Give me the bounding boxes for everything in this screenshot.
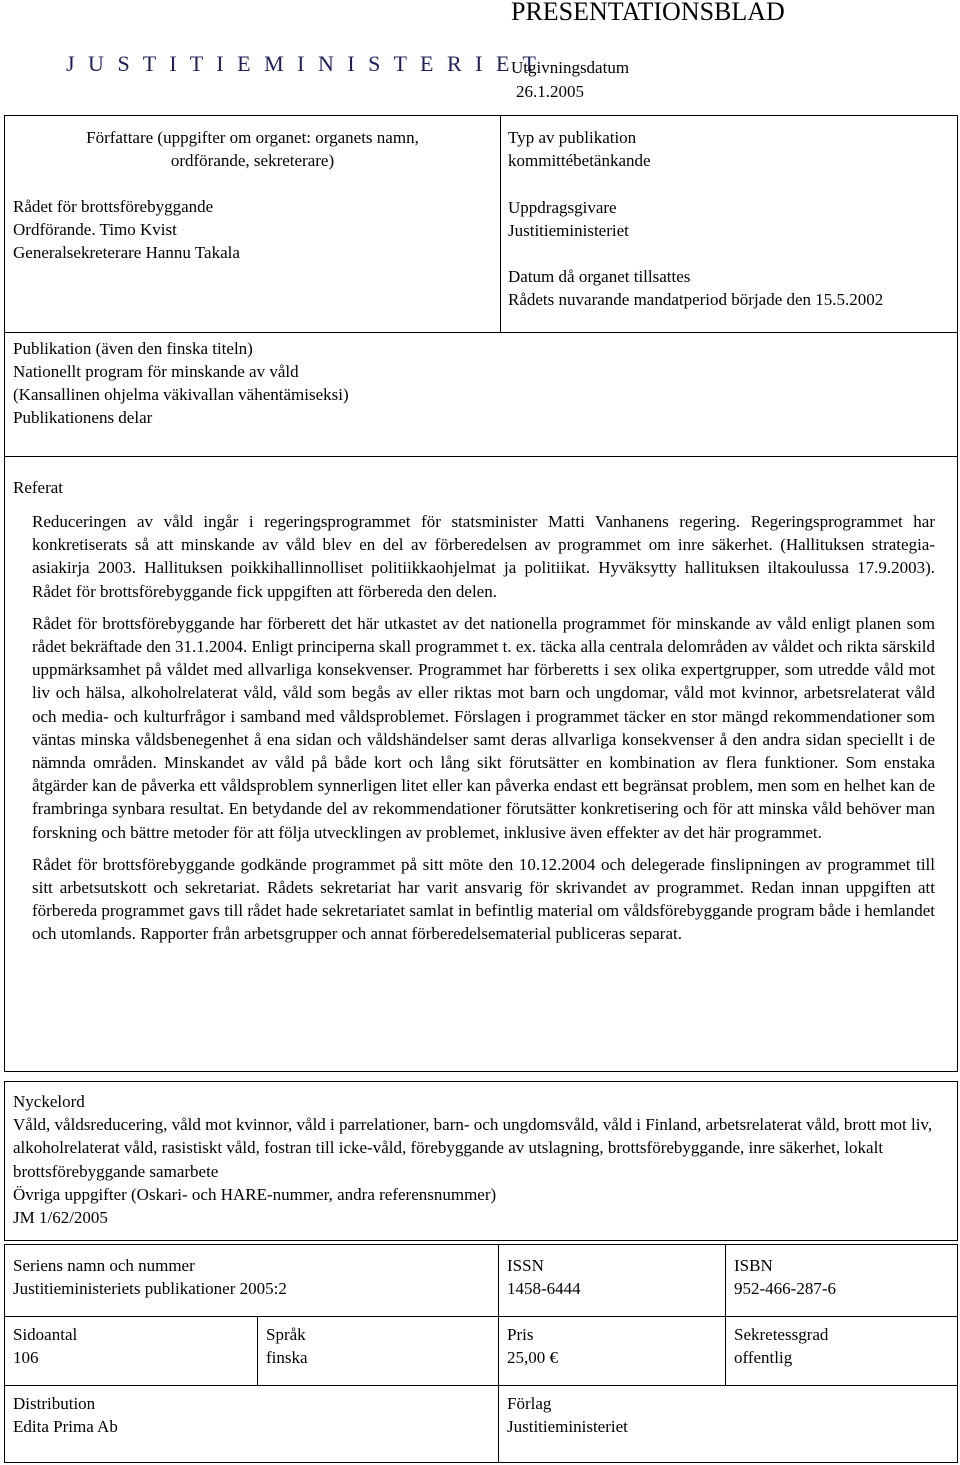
series-label: Seriens namn och nummer [13, 1256, 195, 1275]
language-label: Språk [266, 1325, 306, 1344]
ministry-name: J U S T I T I E M I N I S T E R I E T [66, 51, 540, 76]
price-label: Pris [507, 1325, 534, 1344]
publication-title-sv: Nationellt program för minskande av våld [13, 362, 299, 381]
publication-title-fi: (Kansallinen ohjelma väkivallan vähentämiseksi) [13, 385, 349, 404]
release-date: 26.1.2005 [516, 82, 584, 101]
appointed-value: Rådets nuvarande mandatperiod började den 15.5.2002 [508, 290, 884, 309]
pub-type-label: Typ av publikation [508, 128, 637, 147]
other-info-label: Övriga uppgifter (Oskari- och HARE-nummer, andra referensnummer) [13, 1184, 497, 1204]
price-value: 25,00 € [507, 1348, 558, 1367]
document-title: PRESENTATIONSBLAD [511, 0, 785, 26]
keywords-section [13, 1090, 943, 1229]
pages-value: 106 [13, 1348, 39, 1367]
issn-label: ISSN [507, 1256, 544, 1275]
isbn-value: 952-466-287-6 [734, 1279, 836, 1298]
grid-divider [498, 1244, 499, 1463]
keywords-label: Nyckelord [13, 1092, 85, 1111]
author-label-line2: ordförande, sekreterare) [170, 151, 335, 170]
keywords-text: Våld, våldsreducering, våld mot kvinnor, våld i parrelationer, barn- och ungdomsvåld, våld i Finland, arbetsrelaterat våld, brott mot liv, alkoholrelaterat våld, rasistiskt våld, fostran till icke-våld, förebyggande av utslagning, brottsförebyggande, inre säkerhet, lokalt brottsförebyggande samarbete [13, 1115, 933, 1181]
issn-value: 1458-6444 [507, 1279, 581, 1298]
pub-type: kommittébetänkande [508, 151, 651, 170]
publisher-value: Justitieministeriet [507, 1417, 628, 1436]
author-label-line1: Författare (uppgifter om organet: organets namn, [86, 128, 419, 147]
author-chair: Ordförande. Timo Kvist [13, 220, 177, 239]
isbn-label: ISBN [734, 1256, 773, 1275]
publisher-label: Förlag [507, 1394, 552, 1413]
distribution-value: Edita Prima Ab [13, 1417, 118, 1436]
referat-paragraph: Rådet för brottsförebyggande godkände programmet på sitt möte den 10.12.2004 och delegerade finslipningen av programmet till sitt arbetsutskott och sekretariat. Rådets sekretariat har varit ansvarig för skrivandet av programmet. Redan innan uppgiften att förbereda programmet gavs till rådet hade sekretariatet samlat in befintlig material om våldsförebyggande program både i hemlandet och utomlands. Rapporter från arbetsgrupper och annat förberedelsematerial publiceras separat. [32, 854, 935, 944]
other-info-value: JM 1/62/2005 [13, 1208, 108, 1228]
referat-paragraph: Reduceringen av våld ingår i regeringsprogrammet för statsminister Matti Vanhanens regering. Regeringsprogrammet har konkretiserats så att minskande av våld blev en del av förberedelsen av programmet om inre säkerhet. (Hallituksen strategia-asiakirja 2003. Hallituksen poikkihallinnolliset politiikkaohjelmat ja politiikat. Hyväksytty hallituksen iltakoulussa 17.9.2003). Rådet för brottsförebyggande fick uppgiften att förbereda den delen. [32, 512, 935, 601]
distribution-label: Distribution [13, 1394, 96, 1413]
publication-parts-label: Publikationens delar [13, 408, 153, 427]
referat-paragraph: Rådet för brottsförebyggande har förberett det här utkastet av det nationella programmet för minskande av våld enligt planen som rådet bekräftade den 31.1.2004. Enligt principerna skall programmet t. ex. täcka alla centrala delområden av våldet och rikta särskild uppmärksamhet på våldet med allvarliga konsekvenser. Programmet har förberetts i sex olika expertgrupper, som utredde våld mot liv och hälsa, alkoholrelaterat våld, våld som begås av eller riktas mot barn och ungdomar, våld mot kvinnor, arbetsrelaterat våld och media- och kulturfrågor i samband med våldsproblemet. Förslagen i programmet täcker en stor mängd rekommendationer som väntas minska våldsbenegenhet å ena sidan och våldshändelser samt deras allvarliga konsekvenser å den andra sidan speciellt i de nämnda områden. Minskandet av våld på både kort och lång sikt förutsätter en kombination av flera funktioner. Som enstaka åtgärder kan de påverka ett våldsproblem synnerligen litet eller kan påverka endast ett begränsat problem, men som en helhet kan de frambringa synbara resultat. En betydande del av rekommendationer förutsätter konkretisering och för att minska våld behöver man forskning och bättre metoder för att följa utvecklingen av problemet, inklusive även effekter av det här programmet. [32, 613, 936, 842]
author-org: Rådet för brottsförebyggande [13, 197, 214, 216]
language-value: finska [266, 1348, 308, 1367]
secrecy-value: offentlig [734, 1348, 793, 1367]
release-date-label: Utgivningsdatum [511, 58, 630, 77]
commissioner: Justitieministeriet [508, 221, 629, 240]
appointed-label: Datum då organet tillsattes [508, 267, 691, 286]
secrecy-label: Sekretessgrad [734, 1325, 829, 1344]
grid-divider [257, 1316, 258, 1385]
grid-divider [4, 1385, 958, 1386]
pages-label: Sidoantal [13, 1325, 78, 1344]
series-value: Justitieministeriets publikationer 2005:2 [13, 1279, 287, 1298]
publication-label: Publikation (även den finska titeln) [13, 339, 253, 358]
referat-label: Referat [13, 478, 64, 497]
referat-text [32, 510, 935, 955]
grid-divider [4, 1316, 958, 1317]
grid-divider [725, 1244, 726, 1385]
commissioner-label: Uppdragsgivare [508, 198, 617, 217]
author-secretary: Generalsekreterare Hannu Takala [13, 243, 240, 262]
